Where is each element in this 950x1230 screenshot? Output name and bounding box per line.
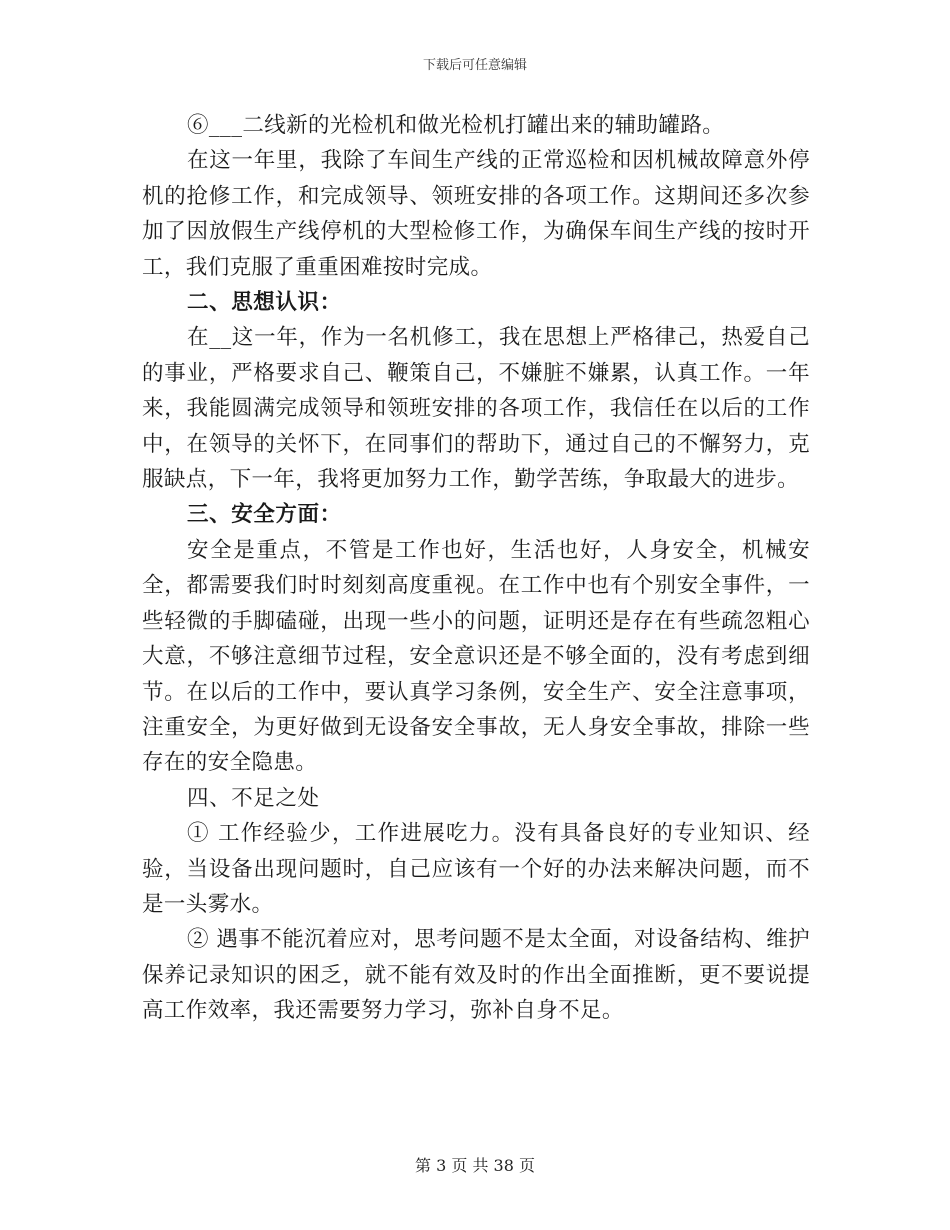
paragraph-item-6: ⑥___二线新的光检机和做光检机打罐出来的辅助罐路。 xyxy=(187,113,725,138)
section-heading-thinking: 二、思想认识： xyxy=(187,290,342,316)
paragraph-shortcoming-1: ① 工作经验少，工作进展吃力。没有具备良好的专业知识、经验，当设备出现问题时，自己应该有一个好的办法来解决问题，而不是一头雾水。 xyxy=(142,821,810,917)
document-body xyxy=(142,108,810,1029)
paragraph-thinking: 在__这一年，作为一名机修工，我在思想上严格律己，热爱自己的事业，严格要求自己、鞭策自己，不嫌脏不嫌累，认真工作。一年来，我能圆满完成领导和领班安排的各项工作，我信任在以后的工作中，在领导的关怀下，在同事们的帮助下，通过自己的不懈努力，克服缺点，下一年，我将更加努力工作，勤学苦练，争取最大的进步。 xyxy=(142,325,810,493)
paragraph-shortcoming-2: ② 遇事不能沉着应对，思考问题不是太全面，对设备结构、维护保养记录知识的困乏，就不能有效及时的作出全面推断，更不要说提高工作效率，我还需要努力学习，弥补自身不足。 xyxy=(142,927,810,1024)
section-heading-safety: 三、安全方面： xyxy=(187,502,342,528)
page-header: 下载后可任意编辑 xyxy=(422,58,527,73)
page-number: 第 3 页 共 38 页 xyxy=(415,1156,535,1175)
section-heading-shortcomings: 四、不足之处 xyxy=(187,785,320,811)
paragraph-year-summary: 在这一年里，我除了车间生产线的正常巡检和因机械故障意外停机的抢修工作，和完成领导、领班安排的各项工作。这期间还多次参加了因放假生产线停机的大型检修工作，为确保车间生产线的按时开工，我们克服了重重困难按时完成。 xyxy=(142,148,810,280)
paragraph-safety: 安全是重点，不管是工作也好，生活也好，人身安全，机械安全，都需要我们时时刻刻高度重视。在工作中也有个别安全事件，一些轻微的手脚磕碰，出现一些小的问题，证明还是存在有些疏忽粗心大意，不够注意细节过程，安全意识还是不够全面的，没有考虑到细节。在以后的工作中，要认真学习条例，安全生产、安全注意事项，注重安全，为更好做到无设备安全事故，无人身安全事故，排除一些存在的安全隐患。 xyxy=(142,537,810,776)
